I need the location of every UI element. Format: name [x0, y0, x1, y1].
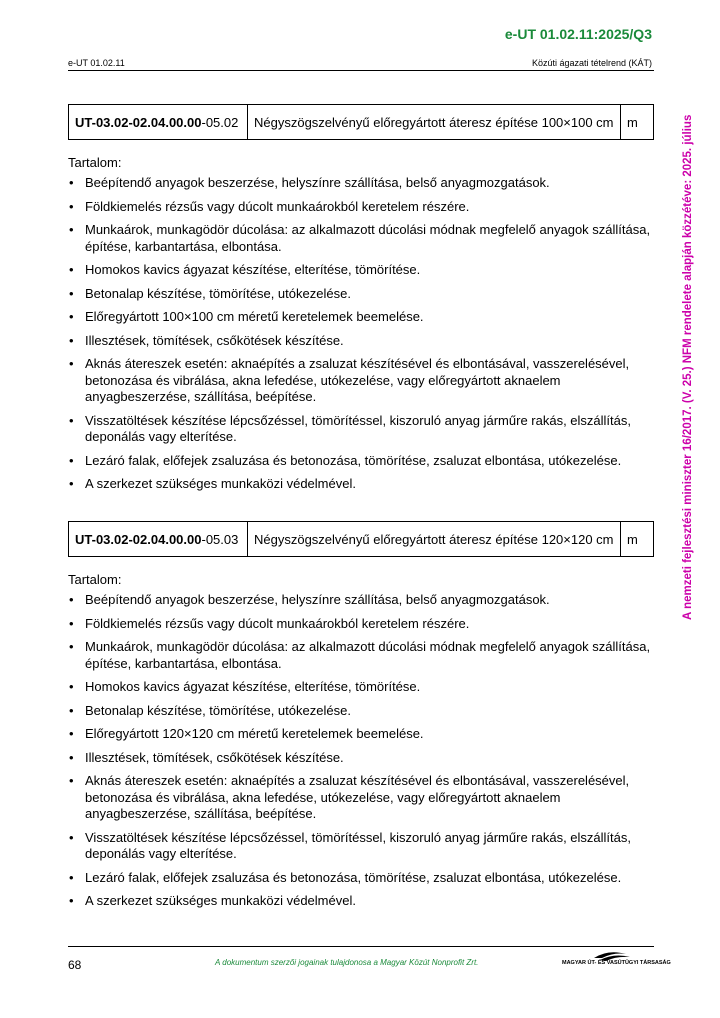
item-unit: m [621, 105, 654, 140]
item-unit: m [621, 522, 654, 557]
content-list [68, 592, 654, 910]
bullet-icon: • [69, 726, 74, 741]
list-item: • Beépítendő anyagok beszerzése, helyszínre szállítása, belső anyagmozgatások. [69, 175, 550, 190]
content-label: Tartalom: [68, 572, 122, 587]
side-publication-note: A nemzeti fejlesztési miniszter 16/2017. (V. 25.) NFM rendelete alapján közzétéve: 2025. július [682, 114, 694, 620]
bullet-icon: • [69, 412, 74, 428]
bullet-icon: • [69, 198, 74, 214]
list-item: • A szerkezet szükséges munkaközi védelmével. [69, 893, 356, 908]
bullet-icon: • [69, 452, 74, 468]
bullet-icon: • [69, 309, 74, 324]
list-item: • Munkaárok, munkagödör dúcolása: az alkalmazott dúcolási módnak megfelelő anyagok szállítása, építése, karbantartása, elbontása. [69, 639, 651, 671]
list-item: • Betonalap készítése, tömörítése, utókezelése. [69, 285, 351, 301]
list-item: • Munkaárok, munkagödör dúcolása: az alkalmazott dúcolási módnak megfelelő anyagok szállítása, építése, karbantartása, elbontása. [69, 222, 651, 254]
list-item: • Illesztések, tömítések, csőkötések készítése. [69, 749, 344, 765]
bullet-icon: • [69, 285, 74, 301]
list-item: • A szerkezet szükséges munkaközi védelmével. [69, 476, 356, 491]
bullet-icon: • [69, 749, 74, 765]
item-code-suffix: -05.02 [201, 114, 239, 130]
footer-divider [68, 946, 654, 947]
list-item: • Aknás átereszek esetén: aknaépítés a zsaluzat készítésével és elbontásával, vasszerelésével, betonozása és vibrálása, akna lefedése, utókezelése, vagy előregyártott aknaelem anyagbeszerzése, szállítása, beépítése. [69, 773, 630, 821]
bullet-icon: • [69, 679, 74, 694]
list-item: • Előregyártott 120×120 cm méretű keretelemek beemelése. [69, 726, 424, 741]
content-label: Tartalom: [68, 155, 122, 170]
item-code-suffix: -05.03 [201, 531, 239, 547]
bullet-icon: • [69, 222, 74, 237]
document-code: e-UT 01.02.11:2025/Q3 [504, 26, 652, 42]
list-item: • Visszatöltések készítése lépcsőzéssel, tömörítéssel, kiszoruló anyag járműre rakás, elszállítás, deponálás vagy elterítése. [69, 412, 631, 444]
list-item: • Betonalap készítése, tömörítése, utókezelése. [69, 702, 351, 718]
list-item: • Aknás átereszek esetén: aknaépítés a zsaluzat készítésével és elbontásával, vasszerelésével, betonozása és vibrálása, akna lefedése, utókezelése, vagy előregyártott aknaelem anyagbeszerzése, szállítása, beépítése. [69, 356, 630, 404]
list-item: • Homokos kavics ágyazat készítése, elterítése, tömörítése. [69, 679, 421, 694]
logo-text: MAGYAR ÚT- ÉS VASÚTÜGYI TÁRSASÁG [562, 960, 671, 966]
bullet-icon: • [69, 773, 74, 788]
list-item: • Illesztések, tömítések, csőkötések készítése. [69, 332, 344, 348]
bullet-icon: • [69, 592, 74, 607]
item-code-main: UT-03.02-02.04.00.00 [75, 531, 202, 547]
header-divider [68, 70, 654, 71]
bullet-icon: • [69, 869, 74, 885]
copyright-note: A dokumentum szerzői jogainak tulajdonosa a Magyar Közút Nonprofit Zrt. [215, 958, 479, 967]
bullet-icon: • [69, 615, 74, 631]
header-left: e-UT 01.02.11 [68, 58, 125, 68]
item-section-1 [68, 104, 654, 500]
list-item: • Homokos kavics ágyazat készítése, elterítése, tömörítése. [69, 262, 421, 277]
item-section-2 [68, 521, 654, 917]
item-code [69, 522, 248, 557]
list-item: • Lezáró falak, előfejek zsaluzása és betonozása, tömörítése, zsaluzat elbontása, utókezelése. [69, 452, 622, 468]
bullet-icon: • [69, 893, 74, 908]
page-number: 68 [68, 958, 82, 972]
bullet-icon: • [69, 356, 74, 371]
item-title: Négyszögszelvényű előregyártott áteresz építése 100×100 cm [248, 105, 621, 140]
bullet-icon: • [69, 332, 74, 348]
bullet-icon: • [69, 639, 74, 654]
item-header-table [68, 521, 654, 557]
header-right: Közúti ágazati tételrend (KÁT) [531, 58, 652, 68]
bullet-icon: • [69, 262, 74, 277]
list-item: • Lezáró falak, előfejek zsaluzása és betonozása, tömörítése, zsaluzat elbontása, utókezelése. [69, 869, 622, 885]
item-title: Négyszögszelvényű előregyártott áteresz építése 120×120 cm [248, 522, 621, 557]
content-list [68, 175, 654, 493]
item-header-table [68, 104, 654, 140]
bullet-icon: • [69, 702, 74, 718]
list-item: • Visszatöltések készítése lépcsőzéssel, tömörítéssel, kiszoruló anyag járműre rakás, elszállítás, deponálás vagy elterítése. [69, 829, 631, 861]
item-code-main: UT-03.02-02.04.00.00 [75, 114, 202, 130]
bullet-icon: • [69, 476, 74, 491]
item-code [69, 105, 248, 140]
list-item: • Földkiemelés rézsűs vagy dúcolt munkaárokból keretelem részére. [69, 198, 470, 214]
list-item: • Földkiemelés rézsűs vagy dúcolt munkaárokból keretelem részére. [69, 615, 470, 631]
bullet-icon: • [69, 175, 74, 190]
bullet-icon: • [69, 829, 74, 845]
list-item: • Előregyártott 100×100 cm méretű keretelemek beemelése. [69, 309, 424, 324]
list-item: • Beépítendő anyagok beszerzése, helyszínre szállítása, belső anyagmozgatások. [69, 592, 550, 607]
